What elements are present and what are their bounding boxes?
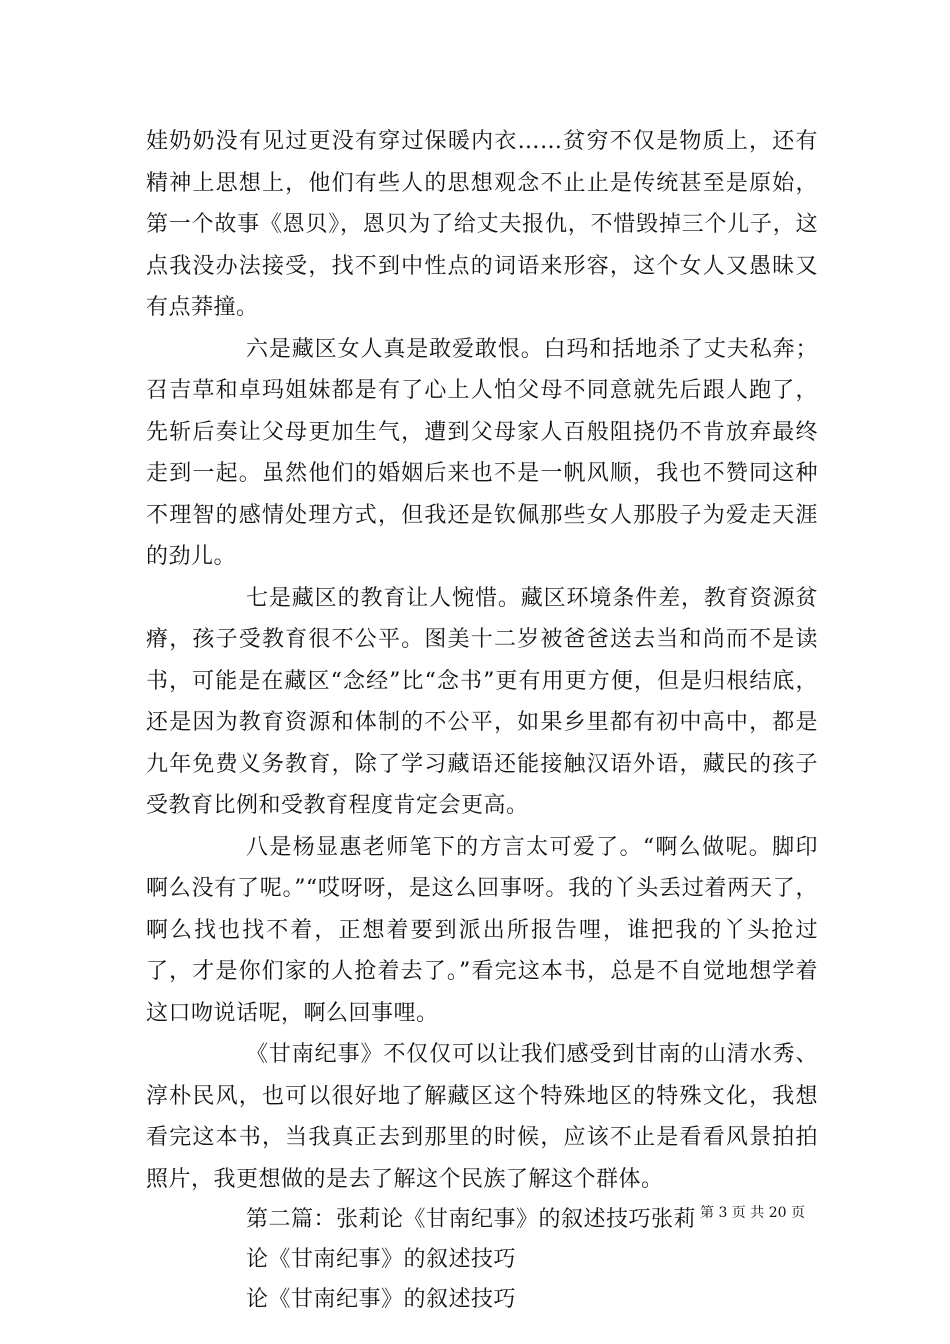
body-text (146, 121, 818, 1320)
section-heading: 第二篇：张莉论《甘南纪事》的叙述技巧张莉 (246, 1207, 697, 1232)
paragraph-point-six: 六是藏区女人真是敢爱敢恨。白玛和括地杀了丈夫私奔；召吉草和卓玛姐妹都是有了心上人怕父母不同意就先后跟人跑了，先斩后奏让父母更加生气，遭到父母家人百般阻挠仍不肯放弃最终走到一起。虽然他们的婚姻后来也不是一帆风顺，我也不赞同这种不理智的感情处理方式，但我还是钦佩那些女人那股子为爱走天涯的劲儿。 (146, 336, 818, 569)
paragraph-point-seven: 七是藏区的教育让人惋惜。藏区环境条件差，教育资源贫瘠，孩子受教育很不公平。图美十二岁被爸爸送去当和尚而不是读书，可能是在藏区“念经”比“念书”更有用更方便，但是归根结底，还是因为教育资源和体制的不公平，如果乡里都有初中高中，都是九年免费义务教育，除了学习藏语还能接触汉语外语，藏民的孩子受教育比例和受教育程度肯定会更高。 (146, 585, 818, 818)
article-title: 论《甘南纪事》的叙述技巧 (246, 1247, 517, 1272)
paragraph-continuation: 娃奶奶没有见过更没有穿过保暖内衣……贫穷不仅是物质上，还有精神上思想上，他们有些人的思想观念不止止是传统甚至是原始，第一个故事《恩贝》，恩贝为了给丈夫报仇，不惜毁掉三个儿子，这点我没办法接受，找不到中性点的词语来形容，这个女人又愚昧又有点莽撞。 (146, 129, 818, 320)
article-title-repeat: 论《甘南纪事》的叙述技巧 (246, 1287, 517, 1312)
paragraph-conclusion: 《甘南纪事》不仅仅可以让我们感受到甘南的山清水秀、淳朴民风，也可以很好地了解藏区这个特殊地区的特殊文化，我想看完这本书，当我真正去到那里的时候，应该不止是看看风景拍拍照片，我更想做的是去了解这个民族了解这个群体。 (146, 1042, 818, 1192)
paragraph-point-eight: 八是杨显惠老师笔下的方言太可爱了。“啊么做呢。脚印啊么没有了呢。”“哎呀呀，是这么回事呀。我的丫头丢过着两天了，啊么找也找不着，正想着要到派出所报告哩，谁把我的丫头抢过了，才是你们家的人抢着去了。”看完这本书，总是不自觉地想学着这口吻说话呢，啊么回事哩。 (146, 834, 818, 1026)
page-number-footer: 第 3 页 共 20 页 (700, 1205, 805, 1221)
